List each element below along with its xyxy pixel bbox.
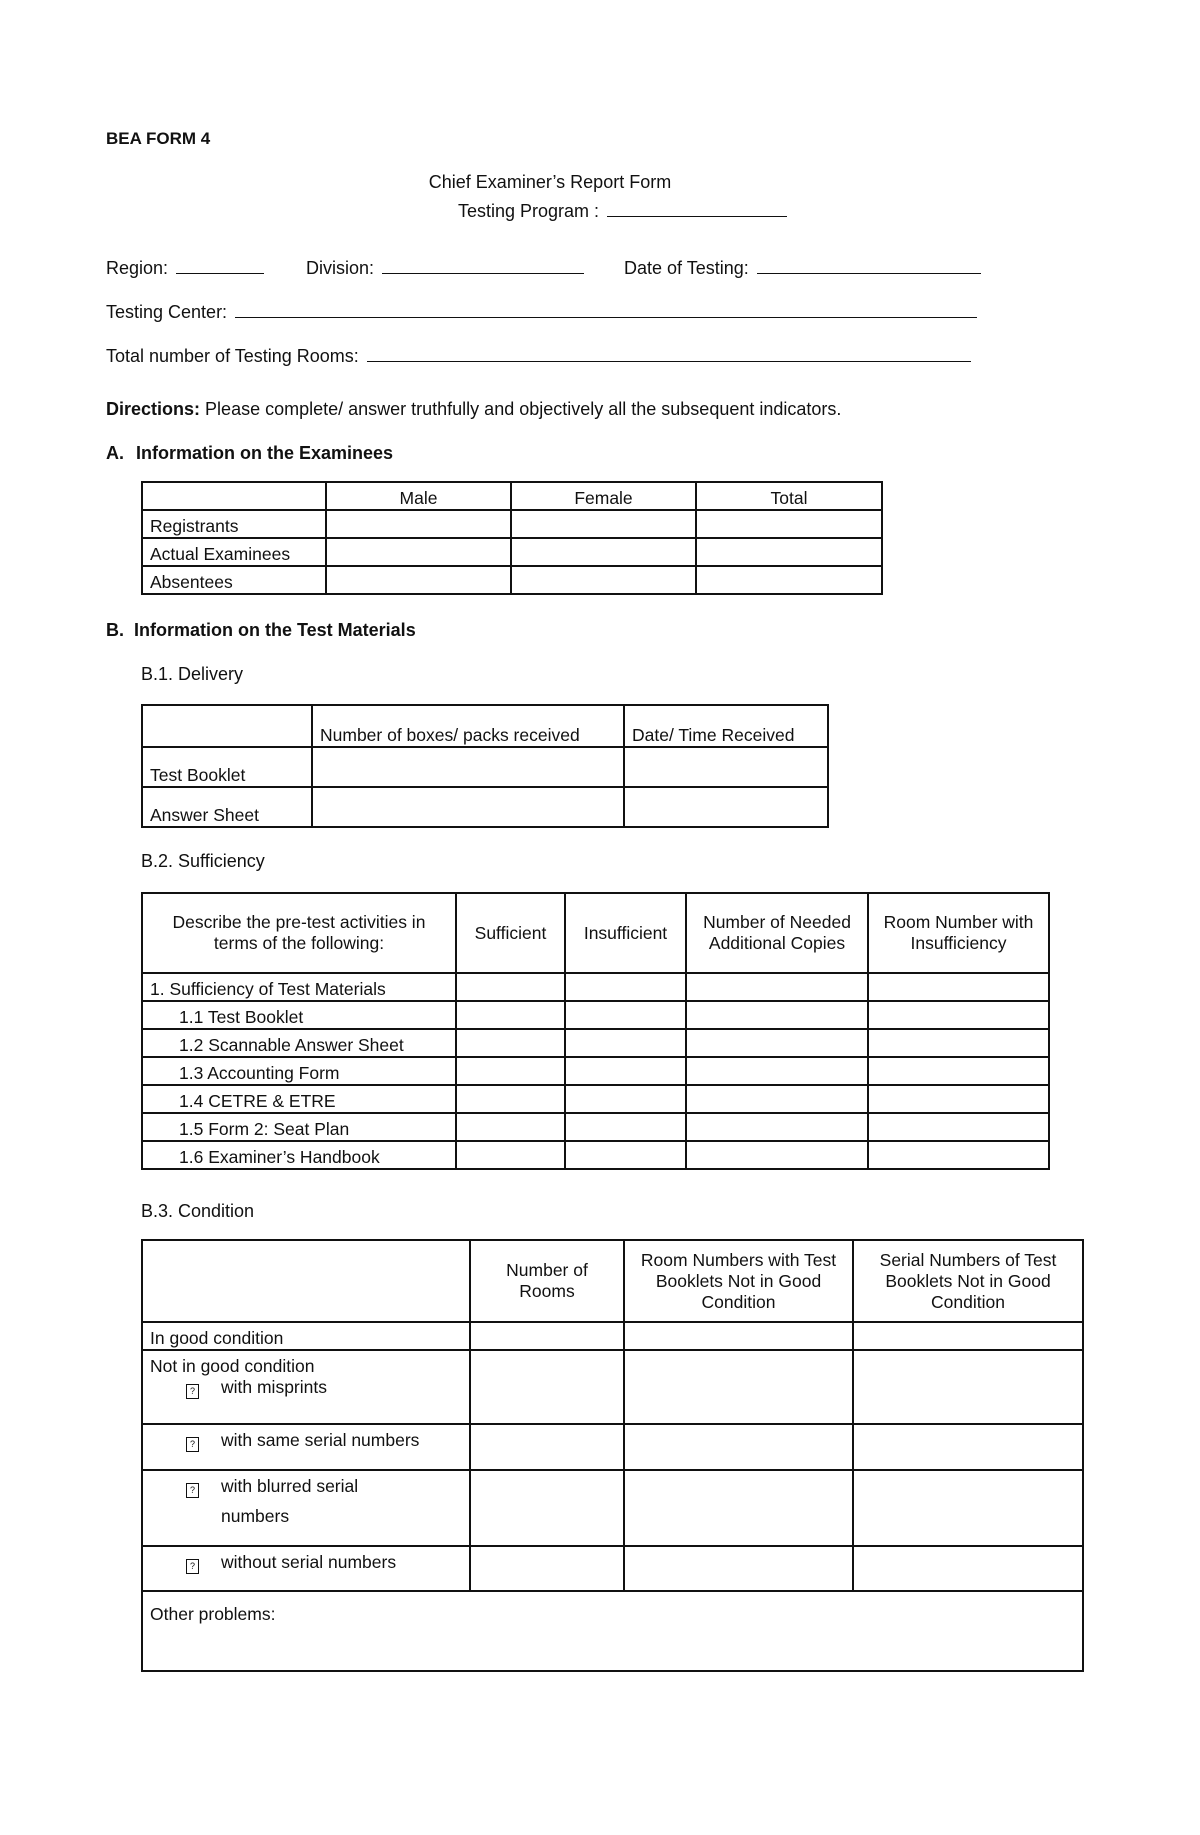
condition-cell[interactable] <box>624 1350 853 1424</box>
sufficiency-row-label: 1. Sufficiency of Test Materials <box>142 973 456 1001</box>
condition-row-label <box>142 1470 470 1546</box>
delivery-header-boxes: Number of boxes/ packs received <box>312 705 624 747</box>
date-of-testing-field[interactable] <box>757 257 981 274</box>
sufficiency-cell[interactable] <box>868 973 1049 1001</box>
bullet-box-icon: ? <box>186 1437 199 1452</box>
total-rooms-label: Total number of Testing Rooms: <box>106 346 359 366</box>
without-serial-label: without serial numbers <box>221 1552 397 1572</box>
examinees-row-label: Actual Examinees <box>142 538 326 566</box>
sufficiency-row-label: 1.6 Examiner’s Handbook <box>142 1141 456 1169</box>
b3-heading: B.3. Condition <box>141 1201 255 1221</box>
date-of-testing-label: Date of Testing: <box>624 258 749 278</box>
sufficiency-cell[interactable] <box>565 1029 686 1057</box>
testing-program-row <box>458 200 787 222</box>
sufficiency-cell[interactable] <box>686 1001 868 1029</box>
condition-cell[interactable] <box>624 1322 853 1350</box>
blurred-serial-label: with blurred serial numbers <box>221 1476 359 1526</box>
condition-cell[interactable] <box>470 1322 624 1350</box>
region-label: Region: <box>106 258 169 278</box>
sufficiency-cell[interactable] <box>686 973 868 1001</box>
sufficiency-cell[interactable] <box>868 1001 1049 1029</box>
sufficiency-table <box>141 892 1050 1170</box>
testing-program-field[interactable] <box>607 200 787 217</box>
bullet-box-icon: ? <box>186 1483 199 1498</box>
sufficiency-cell[interactable] <box>456 1085 565 1113</box>
sufficiency-row-label: 1.1 Test Booklet <box>142 1001 456 1029</box>
examinees-cell[interactable] <box>696 538 882 566</box>
delivery-row-label: Answer Sheet <box>142 787 312 827</box>
form-code: BEA FORM 4 <box>106 129 211 148</box>
testing-center-label: Testing Center: <box>106 302 228 322</box>
sufficiency-cell[interactable] <box>868 1029 1049 1057</box>
delivery-header-blank <box>142 705 312 747</box>
delivery-header-date: Date/ Time Received <box>624 705 828 747</box>
testing-program-label: Testing Program : <box>458 201 600 221</box>
sufficiency-cell[interactable] <box>565 1141 686 1169</box>
b1-heading: B.1. Delivery <box>141 664 244 684</box>
section-b-letter: B. <box>106 620 124 640</box>
sufficiency-cell[interactable] <box>456 1057 565 1085</box>
division-field[interactable] <box>382 257 584 274</box>
sufficiency-cell[interactable] <box>686 1113 868 1141</box>
delivery-cell[interactable] <box>312 747 624 787</box>
examinees-header-male: Male <box>326 482 511 510</box>
condition-cell[interactable] <box>624 1546 853 1591</box>
sufficiency-cell[interactable] <box>565 973 686 1001</box>
examinees-header-female: Female <box>511 482 696 510</box>
examinees-header-blank <box>142 482 326 510</box>
directions-text: Please complete/ answer truthfully and objectively all the subsequent indicators. <box>205 399 842 419</box>
section-b-heading <box>106 620 416 641</box>
region-field[interactable] <box>176 257 264 274</box>
condition-cell[interactable] <box>853 1546 1083 1591</box>
other-problems-field[interactable] <box>142 1591 1083 1671</box>
total-rooms-field[interactable] <box>367 345 971 362</box>
sufficiency-header-sufficient: Sufficient <box>456 893 565 973</box>
condition-header-rooms: Number of Rooms <box>470 1240 624 1322</box>
sufficiency-header-room-number: Room Number with Insufficiency <box>868 893 1049 973</box>
condition-header-room-numbers: Room Numbers with Test Booklets Not in Good Condition <box>624 1240 853 1322</box>
sufficiency-cell[interactable] <box>868 1113 1049 1141</box>
sufficiency-row-label: 1.3 Accounting Form <box>142 1057 456 1085</box>
delivery-cell[interactable] <box>624 787 828 827</box>
sufficiency-cell[interactable] <box>686 1057 868 1085</box>
examinees-header-total: Total <box>696 482 882 510</box>
testing-center-row <box>106 301 977 323</box>
sufficiency-row-label: 1.2 Scannable Answer Sheet <box>142 1029 456 1057</box>
condition-row-label: In good condition <box>142 1322 470 1350</box>
examinees-cell[interactable] <box>326 566 511 594</box>
sufficiency-cell[interactable] <box>868 1085 1049 1113</box>
bullet-box-icon: ? <box>186 1384 199 1399</box>
form-title: Chief Examiner’s Report Form <box>428 172 672 192</box>
sufficiency-cell[interactable] <box>565 1001 686 1029</box>
condition-cell[interactable] <box>853 1350 1083 1424</box>
condition-cell[interactable] <box>470 1546 624 1591</box>
misprints-label: with misprints <box>221 1377 327 1397</box>
section-b-title: Information on the Test Materials <box>134 620 416 640</box>
sufficiency-cell[interactable] <box>686 1085 868 1113</box>
bullet-box-icon: ? <box>186 1559 199 1574</box>
examinees-cell[interactable] <box>326 510 511 538</box>
condition-row-label <box>142 1424 470 1470</box>
section-a-title: Information on the Examinees <box>136 443 394 463</box>
division-row <box>306 257 584 279</box>
condition-cell[interactable] <box>624 1470 853 1546</box>
sufficiency-cell[interactable] <box>456 973 565 1001</box>
division-label: Division: <box>306 258 375 278</box>
condition-header-serial-numbers: Serial Numbers of Test Booklets Not in Good Condition <box>853 1240 1083 1322</box>
examinees-row-label: Absentees <box>142 566 326 594</box>
examinees-cell[interactable] <box>511 510 696 538</box>
section-a-heading <box>106 443 393 464</box>
condition-row-label <box>142 1546 470 1591</box>
condition-cell[interactable] <box>853 1470 1083 1546</box>
condition-cell[interactable] <box>470 1350 624 1424</box>
examinees-cell[interactable] <box>511 538 696 566</box>
delivery-cell[interactable] <box>624 747 828 787</box>
condition-header-blank <box>142 1240 470 1322</box>
not-good-label: Not in good condition <box>150 1356 315 1376</box>
delivery-table <box>141 704 829 828</box>
condition-cell[interactable] <box>853 1322 1083 1350</box>
section-a-letter: A. <box>106 443 124 463</box>
examinees-cell[interactable] <box>511 566 696 594</box>
delivery-cell[interactable] <box>312 787 624 827</box>
condition-table <box>141 1239 1084 1672</box>
b2-heading: B.2. Sufficiency <box>141 851 265 871</box>
sufficiency-cell[interactable] <box>686 1029 868 1057</box>
sufficiency-cell[interactable] <box>686 1141 868 1169</box>
sufficiency-cell[interactable] <box>456 1113 565 1141</box>
sufficiency-header-describe: Describe the pre-test activities in terms of the following: <box>142 893 456 973</box>
directions-label: Directions: <box>106 399 201 419</box>
examinees-cell[interactable] <box>696 566 882 594</box>
examinees-cell[interactable] <box>326 538 511 566</box>
sufficiency-cell[interactable] <box>456 1029 565 1057</box>
condition-cell[interactable] <box>470 1424 624 1470</box>
sufficiency-cell[interactable] <box>456 1141 565 1169</box>
region-row <box>106 257 264 279</box>
condition-cell[interactable] <box>624 1424 853 1470</box>
other-problems-label: Other problems: <box>150 1604 276 1624</box>
sufficiency-cell[interactable] <box>456 1001 565 1029</box>
sufficiency-row-label: 1.4 CETRE & ETRE <box>142 1085 456 1113</box>
date-of-testing-row <box>624 257 981 279</box>
sufficiency-header-needed-copies: Number of Needed Additional Copies <box>686 893 868 973</box>
sufficiency-cell[interactable] <box>565 1113 686 1141</box>
same-serial-label: with same serial numbers <box>221 1430 420 1450</box>
examinees-table <box>141 481 883 595</box>
sufficiency-cell[interactable] <box>868 1057 1049 1085</box>
delivery-row-label: Test Booklet <box>142 747 312 787</box>
condition-row-label <box>142 1350 470 1424</box>
condition-cell[interactable] <box>853 1424 1083 1470</box>
total-rooms-row <box>106 345 971 367</box>
sufficiency-header-insufficient: Insufficient <box>565 893 686 973</box>
sufficiency-cell[interactable] <box>565 1085 686 1113</box>
testing-center-field[interactable] <box>235 301 977 318</box>
condition-cell[interactable] <box>470 1470 624 1546</box>
sufficiency-cell[interactable] <box>565 1057 686 1085</box>
sufficiency-row-label: 1.5 Form 2: Seat Plan <box>142 1113 456 1141</box>
examinees-row-label: Registrants <box>142 510 326 538</box>
examinees-cell[interactable] <box>696 510 882 538</box>
directions <box>106 399 841 420</box>
sufficiency-cell[interactable] <box>868 1141 1049 1169</box>
